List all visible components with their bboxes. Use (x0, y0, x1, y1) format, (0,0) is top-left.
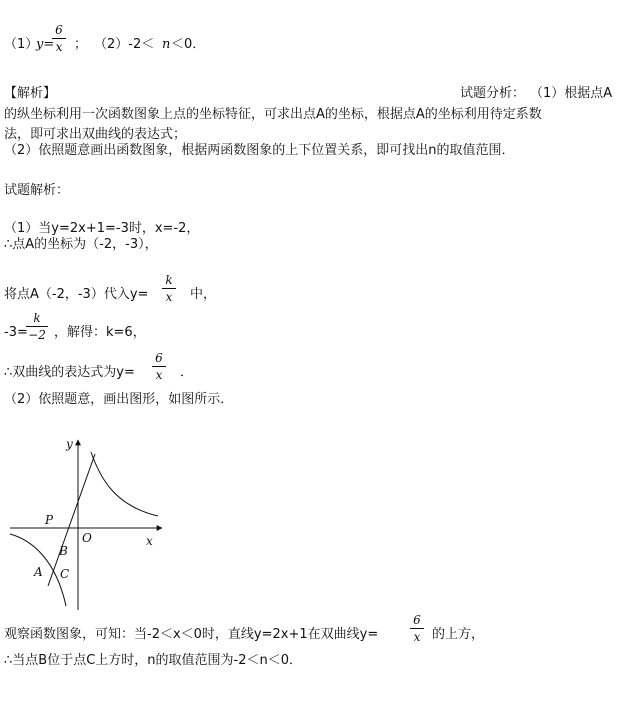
line-y-2x-plus-1 (48, 454, 95, 586)
answer-part1-prefix: （1） (4, 37, 39, 52)
answer-part1-fraction (52, 23, 66, 54)
fraction-denominator: x (155, 368, 163, 382)
fraction-denominator: x (55, 40, 63, 54)
analysis-line-2: 的纵坐标利用一次函数图象上点的坐标特征，可求出点A的坐标，根据点A的坐标利用待定系数 (4, 107, 542, 122)
fraction-bar (52, 38, 66, 39)
fraction-denominator: x (165, 290, 173, 304)
fraction-numerator: 6 (55, 23, 63, 37)
analysis-line-3: 法，即可求出双曲线的表达式； (4, 127, 187, 142)
step-3-fraction (162, 273, 176, 304)
solution-step-5-a: ∴双曲线的表达式为y= (4, 365, 135, 380)
solution-step-1: （1）当y=2x+1=-3时，x=-2， (4, 221, 200, 236)
solution-heading: 试题解析： (4, 183, 70, 198)
axis-label-y: y (66, 437, 73, 451)
point-label-a: A (34, 565, 43, 579)
solution-step-8: ∴当点B位于点C上方时，n的取值范围为-2＜n＜0． (4, 653, 302, 668)
fraction-denominator: x (413, 630, 421, 644)
fraction-denominator: −2 (28, 328, 46, 342)
solution-step-7-b: 的上方， (432, 627, 485, 642)
solution-step-4-a: -3= (4, 325, 28, 340)
solution-step-6: （2）依照题意，画出图形，如图所示． (4, 392, 234, 407)
analysis-line-4: （2）依照题意画出函数图象，根据两函数图象的上下位置关系，即可找出n的取值范围． (4, 143, 515, 158)
solution-step-7-a: 观察函数图象，可知：当-2＜x＜0时，直线y=2x+1在双曲线y= (4, 627, 379, 642)
point-label-c: C (60, 567, 70, 581)
fraction-bar (410, 628, 424, 629)
answer-part2-prefix: （2）-2＜ (94, 37, 155, 52)
solution-step-3-b: 中， (190, 287, 217, 302)
answer-part1-lhs: y= (36, 37, 55, 52)
axis-label-x: x (146, 534, 153, 548)
answer-part2-suffix: ＜0． (171, 37, 206, 52)
fraction-bar (26, 326, 48, 327)
analysis-hint-label: 试题分析： (460, 86, 526, 101)
point-label-b: B (59, 544, 68, 558)
function-graph (0, 428, 170, 618)
analysis-hint-part1: （1）根据点A (530, 86, 613, 101)
step-5-fraction (152, 351, 166, 382)
answer-part2-var: n (162, 37, 171, 52)
step-4-fraction (26, 311, 48, 342)
fraction-numerator: k (33, 311, 41, 325)
fraction-bar (162, 288, 176, 289)
hyperbola-branch-right (91, 452, 158, 516)
solution-step-3-a: 将点A（-2，-3）代入y= (4, 287, 149, 302)
solution-step-4-b: ，解得：k=6， (54, 325, 146, 340)
fraction-numerator: k (165, 273, 173, 287)
answer-separator: ； (74, 37, 88, 52)
origin-label: O (82, 531, 92, 545)
step-7-fraction (410, 613, 424, 644)
fraction-bar (152, 366, 166, 367)
analysis-heading: 【解析】 (4, 86, 57, 101)
point-label-p: P (45, 513, 54, 527)
fraction-numerator: 6 (155, 351, 163, 365)
solution-step-2: ∴点A的坐标为（-2，-3）， (4, 237, 158, 252)
solution-step-5-b: ． (180, 365, 194, 380)
fraction-numerator: 6 (413, 613, 421, 627)
